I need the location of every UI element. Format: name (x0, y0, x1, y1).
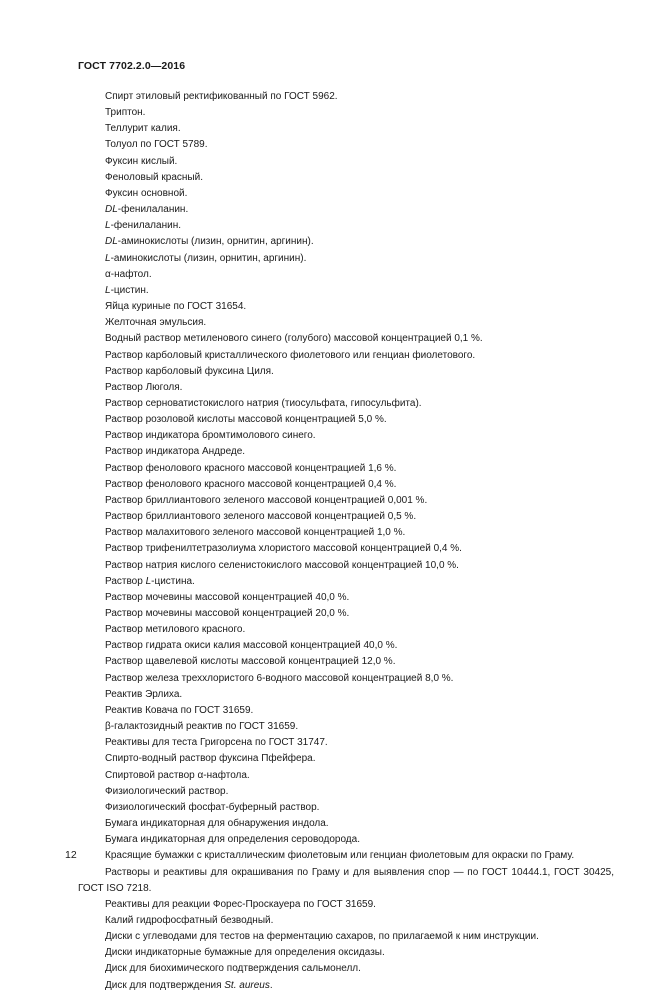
list-item: Диски с углеводами для тестов на ферментацию сахаров, по прилагаемой к ним инструкции. (105, 931, 539, 943)
list-item: Физиологический фосфат-буферный раствор. (105, 801, 320, 813)
list-item: Раствор индикатора Андреде. (105, 446, 246, 458)
list-item: Раствор трифенилтетразолиума хлористого массовой концентрацией 0,4 %. (105, 543, 462, 555)
list-item: Желточная эмульсия. (105, 317, 207, 329)
list-item: Калий гидрофосфатный безводный. (105, 914, 274, 926)
list-item: Толуол по ГОСТ 5789. (105, 139, 208, 151)
list-item: Раствор L-цистина. (105, 575, 195, 587)
list-item: Реактивы для реакции Форес-Проскауера по ГОСТ 31659. (105, 898, 376, 910)
list-item: Спирт этиловый ректификованный по ГОСТ 5962. (105, 91, 338, 102)
list-item: L-фенилаланин. (105, 220, 181, 232)
list-item: Триптон. (105, 107, 146, 119)
list-item: Физиологический раствор. (105, 785, 229, 797)
list-item: Раствор карболовый кристаллического фиолетового или генциан фиолетового. (105, 349, 476, 361)
list-item: Яйца куриные по ГОСТ 31654. (105, 301, 247, 313)
list-item: Фуксин кислый. (105, 155, 178, 167)
list-item: Раствор фенолового красного массовой концентрацией 0,4 %. (105, 478, 397, 490)
italic-term: L (105, 284, 111, 296)
list-item: Раствор натрия кислого селенистокислого массовой концентрацией 10,0 %. (105, 559, 459, 571)
list-item: Раствор щавелевой кислоты массовой концентрацией 12,0 %. (105, 656, 396, 668)
page-number: 12 (65, 849, 77, 861)
list-item: Бумага индикаторная для определения сероводорода. (105, 834, 360, 846)
list-item: Спирто-водный раствор фуксина Пфейфера. (105, 753, 316, 765)
list-item: Раствор мочевины массовой концентрацией 40,0 %. (105, 591, 350, 603)
list-item: Реактивы для теста Григорсена по ГОСТ 31747. (105, 737, 328, 749)
italic-term: L (145, 575, 152, 587)
list-item: β-галактозидный реактив по ГОСТ 31659. (105, 721, 299, 733)
list-item: Диск для подтверждения St. aureus. (105, 979, 273, 991)
list-item: Раствор мочевины массовой концентрацией 20,0 %. (105, 608, 350, 619)
list-item: DL-фенилаланин. (105, 204, 189, 216)
list-item: Фуксин основной. (105, 187, 188, 199)
list-item: α-нафтол. (105, 268, 152, 280)
list-item: Реактив Ковача по ГОСТ 31659. (105, 704, 254, 716)
list-item: Раствор метилового красного. (105, 624, 246, 636)
list-item: DL-аминокислоты (лизин, орнитин, аргинин). (105, 236, 314, 248)
list-item: Спиртовой раствор α-нафтола. (105, 769, 250, 781)
list-item: Раствор малахитового зеленого массовой концентрацией 1,0 %. (105, 527, 406, 539)
italic-term: L (105, 220, 111, 232)
list-item: L-цистин. (105, 284, 149, 296)
document-header: ГОСТ 7702.2.0—2016 (78, 60, 186, 72)
list-item: Растворы и реактивы для окрашивания по Граму и для выявления спор — по ГОСТ 10444.1, ГОСТ 30425, ГОСТ ISO 7218. (78, 866, 614, 894)
list-item: Диск для биохимического подтверждения сальмонелл. (105, 963, 361, 975)
italic-term: DL (105, 236, 118, 248)
list-item: Раствор железа треххлористого 6-водного массовой концентрацией 8,0 %. (105, 672, 454, 684)
italic-term: DL (105, 204, 118, 216)
list-item: Раствор индикатора бромтимолового синего. (105, 430, 316, 442)
list-item: Раствор карболовый фуксина Циля. (105, 365, 274, 377)
list-item: Раствор серноватистокислого натрия (тиосульфата, гипосульфита). (105, 397, 422, 409)
italic-term: St. aureus (224, 979, 270, 991)
list-item: Реактив Эрлиха. (105, 688, 183, 700)
list-item: Диски индикаторные бумажные для определения оксидазы. (105, 947, 385, 959)
list-item: Феноловый красный. (105, 171, 203, 183)
list-item: Раствор бриллиантового зеленого массовой концентрацией 0,5 %. (105, 511, 417, 523)
list-item: L-аминокислоты (лизин, орнитин, аргинин). (105, 252, 307, 264)
list-item: Теллурит калия. (105, 123, 181, 135)
list-item: Раствор Люголя. (105, 381, 183, 393)
list-item: Раствор розоловой кислоты массовой концентрацией 5,0 %. (105, 414, 387, 426)
list-item: Раствор фенолового красного массовой концентрацией 1,6 %. (105, 462, 397, 474)
list-item: Раствор гидрата окиси калия массовой концентрацией 40,0 %. (105, 640, 398, 652)
list-item: Красящие бумажки с кристаллическим фиолетовым или генциан фиолетовым для окраски по Граму. (105, 850, 575, 862)
list-item: Водный раствор метиленового синего (голубого) массовой концентрацией 0,1 %. (105, 333, 483, 345)
italic-term: L (105, 252, 111, 264)
list-item: Бумага индикаторная для обнаружения индола. (105, 818, 329, 830)
list-item: Раствор бриллиантового зеленого массовой концентрацией 0,001 %. (105, 494, 428, 506)
reagent-list (78, 89, 614, 994)
